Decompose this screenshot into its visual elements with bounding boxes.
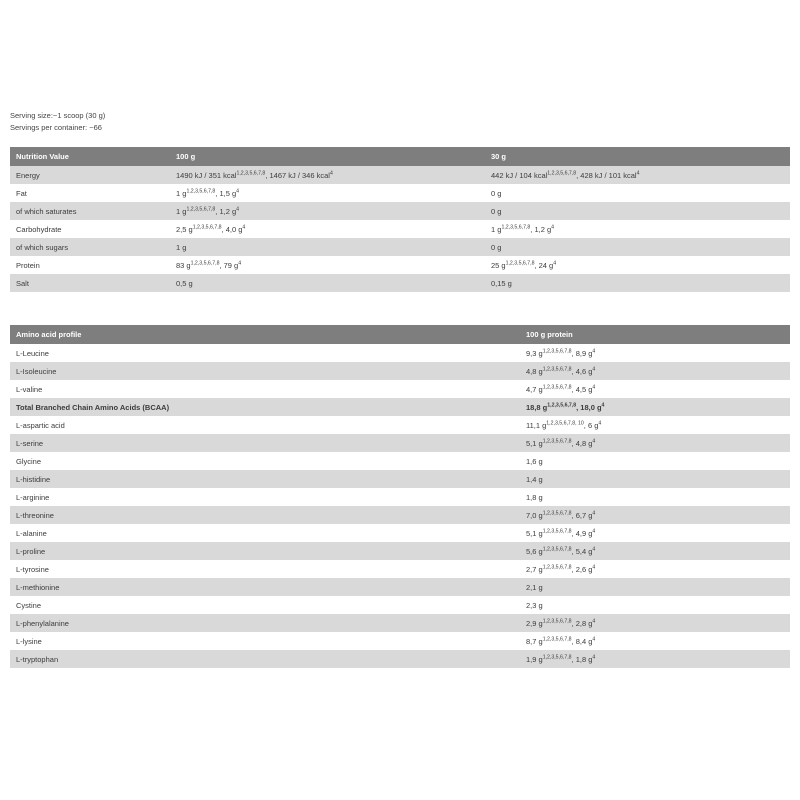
- table-row: [10, 238, 790, 256]
- row-label: Cystine: [10, 596, 520, 614]
- table-row: [10, 434, 790, 452]
- row-label: L-methionine: [10, 578, 520, 596]
- value-per-100g-protein: 1,6 g: [520, 452, 790, 470]
- row-label: L-arginine: [10, 488, 520, 506]
- table-row: [10, 488, 790, 506]
- row-label: L-threonine: [10, 506, 520, 524]
- row-label: L-lysine: [10, 632, 520, 650]
- value-per-100g-protein: 1,4 g: [520, 470, 790, 488]
- amino-acid-table-wrapper: [10, 325, 790, 668]
- row-label: of which saturates: [10, 202, 170, 220]
- value-per-100g-protein: 2,3 g: [520, 596, 790, 614]
- nutrition-value-table-wrapper: [10, 147, 790, 292]
- row-label: L-alanine: [10, 524, 520, 542]
- column-header: Amino acid profile: [10, 325, 520, 344]
- table-row: [10, 578, 790, 596]
- table-row: [10, 362, 790, 380]
- row-label: of which sugars: [10, 238, 170, 256]
- nutrition-value-table: [10, 147, 790, 292]
- row-label: L-Leucine: [10, 344, 520, 362]
- value-per-100g-protein: 9,3 $g^{1,2,3,5,6,7,8}$, 8,9 $g^4$: [520, 344, 790, 362]
- value-per-100g-protein: 1,9 $g^{1,2,3,5,6,7,8}$, 1,8 $g^4$: [520, 650, 790, 668]
- value-per-100g-protein: 2,9 $g^{1,2,3,5,6,7,8}$, 2,8 $g^4$: [520, 614, 790, 632]
- value-per-serving: 1 $g^{1,2,3,5,6,7,8}$, 1,2 $g^4$: [485, 220, 790, 238]
- servings-per-container-line: Servings per container: ~66: [10, 123, 102, 132]
- table-row: [10, 470, 790, 488]
- row-label: Salt: [10, 274, 170, 292]
- row-label: Fat: [10, 184, 170, 202]
- row-label: L-valine: [10, 380, 520, 398]
- column-header: 100 g: [170, 147, 485, 166]
- row-label: L-Isoleucine: [10, 362, 520, 380]
- value-per-serving: 0 g: [485, 184, 790, 202]
- table-row: [10, 416, 790, 434]
- value-per-100g-protein: 11,1 $g^{1,2,3,5,6,7,8, 10}$, 6 $g^4$: [520, 416, 790, 434]
- table-row: [10, 632, 790, 650]
- value-per-100g-protein: 8,7 $g^{1,2,3,5,6,7,8}$, 8,4 $g^4$: [520, 632, 790, 650]
- row-label: Carbohydrate: [10, 220, 170, 238]
- table-row: [10, 166, 790, 184]
- row-label: L-proline: [10, 542, 520, 560]
- table-row: [10, 184, 790, 202]
- value-per-100g-protein: 5,1 $g^{1,2,3,5,6,7,8}$, 4,8 $g^4$: [520, 434, 790, 452]
- row-label: L-aspartic acid: [10, 416, 520, 434]
- value-per-100g-protein: 5,1 $g^{1,2,3,5,6,7,8}$, 4,9 $g^4$: [520, 524, 790, 542]
- table-row: [10, 614, 790, 632]
- row-label: L-histidine: [10, 470, 520, 488]
- row-label: Glycine: [10, 452, 520, 470]
- table-row: [10, 560, 790, 578]
- row-label: Total Branched Chain Amino Acids (BCAA): [10, 398, 520, 416]
- value-per-serving: 0,15 g: [485, 274, 790, 292]
- value-per-serving: 0 g: [485, 238, 790, 256]
- value-per-100g-protein: 2,7 $g^{1,2,3,5,6,7,8}$, 2,6 $g^4$: [520, 560, 790, 578]
- table-row: [10, 344, 790, 362]
- row-label: Energy: [10, 166, 170, 184]
- value-per-serving: 442 kJ / 104 kcal$^{1,2,3,5,6,7,8}$, 428 kJ / 101 kcal$^4$: [485, 166, 790, 184]
- table-row: [10, 398, 790, 416]
- value-per-100g-protein: 4,8 $g^{1,2,3,5,6,7,8}$, 4,6 $g^4$: [520, 362, 790, 380]
- value-per-100g-protein: 2,1 g: [520, 578, 790, 596]
- table-row: [10, 220, 790, 238]
- value-per-100g: 0,5 g: [170, 274, 485, 292]
- value-per-100g-protein: 1,8 g: [520, 488, 790, 506]
- table-row: [10, 380, 790, 398]
- row-label: Protein: [10, 256, 170, 274]
- value-per-100g: 1490 kJ / 351 kcal$^{1,2,3,5,6,7,8}$, 1467 kJ / 346 kcal$^4$: [170, 166, 485, 184]
- row-label: L-tryptophan: [10, 650, 520, 668]
- table-row: [10, 596, 790, 614]
- serving-size-line: Serving size:~1 scoop (30 g): [10, 111, 106, 120]
- table-row: [10, 274, 790, 292]
- value-per-100g: 1 $g^{1,2,3,5,6,7,8}$, 1,2 $g^4$: [170, 202, 485, 220]
- column-header: 100 g protein: [520, 325, 790, 344]
- table-row: [10, 256, 790, 274]
- value-per-100g: 83 $g^{1,2,3,5,6,7,8}$, 79 $g^4$: [170, 256, 485, 274]
- column-header: Nutrition Value: [10, 147, 170, 166]
- column-header: 30 g: [485, 147, 790, 166]
- value-per-100g-protein: 4,7 $g^{1,2,3,5,6,7,8}$, 4,5 $g^4$: [520, 380, 790, 398]
- row-label: L-serine: [10, 434, 520, 452]
- value-per-serving: 0 g: [485, 202, 790, 220]
- value-per-100g-protein: 5,6 $g^{1,2,3,5,6,7,8}$, 5,4 $g^4$: [520, 542, 790, 560]
- table-row: [10, 650, 790, 668]
- value-per-100g-protein: 18,8 $g^{1,2,3,5,6,7,8}$, 18,0 $g^4$: [520, 398, 790, 416]
- table-row: [10, 524, 790, 542]
- value-per-100g-protein: 7,0 $g^{1,2,3,5,6,7,8}$, 6,7 $g^4$: [520, 506, 790, 524]
- table-row: [10, 202, 790, 220]
- serving-info: [10, 110, 105, 134]
- table-header-row: [10, 325, 790, 344]
- table-row: [10, 542, 790, 560]
- table-row: [10, 506, 790, 524]
- value-per-100g: 1 $g^{1,2,3,5,6,7,8}$, 1,5 $g^4$: [170, 184, 485, 202]
- value-per-100g: 1 g: [170, 238, 485, 256]
- table-row: [10, 452, 790, 470]
- amino-acid-table: [10, 325, 790, 668]
- row-label: L-tyrosine: [10, 560, 520, 578]
- value-per-serving: 25 $g^{1,2,3,5,6,7,8}$, 24 $g^4$: [485, 256, 790, 274]
- table-header-row: [10, 147, 790, 166]
- row-label: L-phenylalanine: [10, 614, 520, 632]
- value-per-100g: 2,5 $g^{1,2,3,5,6,7,8}$, 4,0 $g^4$: [170, 220, 485, 238]
